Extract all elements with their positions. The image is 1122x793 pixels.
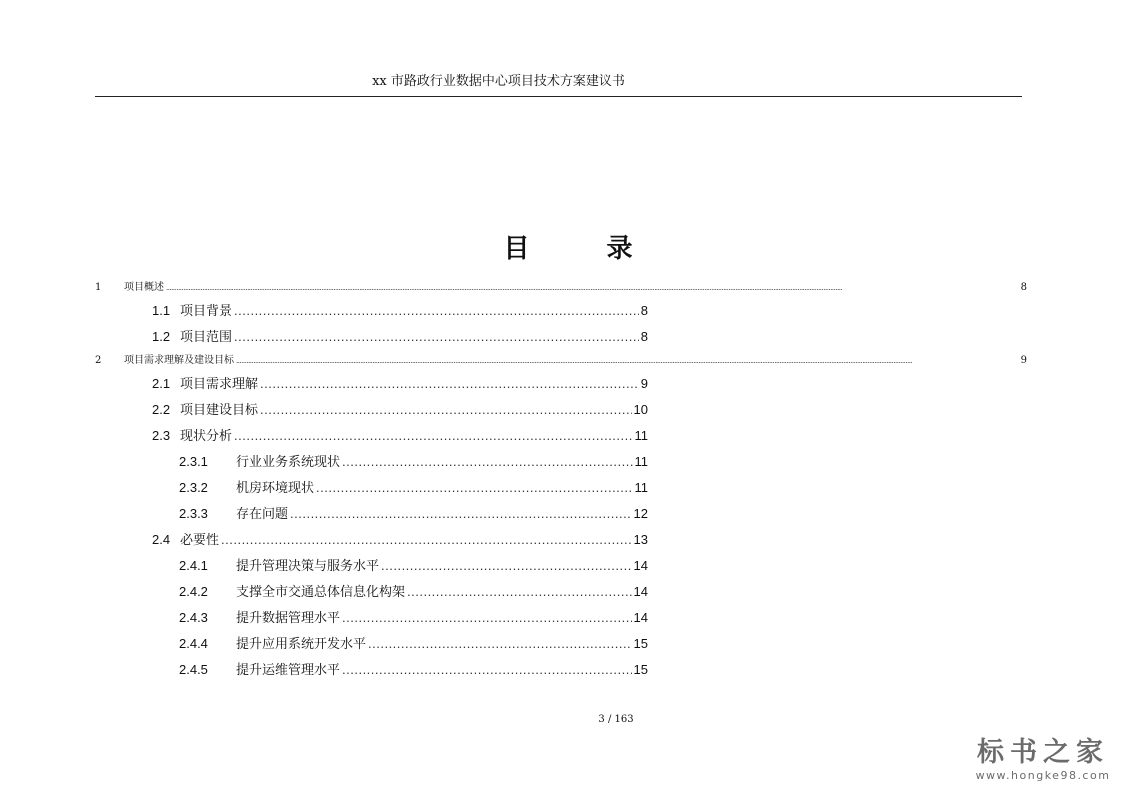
toc-entry[interactable] bbox=[95, 278, 1027, 293]
page-number: 3 / 163 bbox=[598, 714, 634, 725]
watermark-brand: 标书之家 bbox=[977, 737, 1109, 768]
toc-leader-dots bbox=[234, 303, 639, 318]
toc-leader-dots bbox=[234, 329, 639, 344]
toc-entry-text: 项目范围 bbox=[180, 330, 233, 345]
toc-entry-text: 支撑全市交通总体信息化构架 bbox=[236, 585, 406, 600]
toc-entry[interactable] bbox=[179, 633, 648, 652]
toc-entry[interactable] bbox=[179, 451, 648, 470]
toc-entry-number: 1.1 bbox=[152, 303, 171, 318]
toc-entry-text: 行业业务系统现状 bbox=[236, 455, 341, 470]
watermark-url: www.hongke98.com bbox=[975, 769, 1111, 782]
toc-leader-dots bbox=[407, 584, 632, 599]
toc-entry[interactable] bbox=[95, 351, 1027, 366]
toc-entry-page: 15 bbox=[633, 662, 648, 677]
toc-entry[interactable] bbox=[179, 477, 648, 496]
toc-entry-text: 存在问题 bbox=[236, 507, 289, 522]
toc-entry[interactable] bbox=[179, 607, 648, 626]
toc-entry-page: 14 bbox=[633, 558, 648, 573]
toc-entry-text: 项目背景 bbox=[180, 304, 233, 319]
toc-entry-page: 11 bbox=[634, 480, 648, 495]
toc-leader-dots bbox=[381, 558, 632, 573]
toc-entry-number: 2.3.3 bbox=[179, 506, 208, 521]
toc-entry-number: 2.4.2 bbox=[179, 584, 208, 599]
toc-entry-page: 8 bbox=[640, 329, 648, 344]
toc-leader-dots bbox=[236, 357, 1019, 365]
toc-entry-page: 14 bbox=[633, 584, 648, 599]
toc-entry-page: 14 bbox=[633, 610, 648, 625]
toc-entry-text: 提升应用系统开发水平 bbox=[236, 637, 367, 652]
toc-entry-number: 2.3.2 bbox=[179, 480, 208, 495]
toc-entry-text: 提升管理决策与服务水平 bbox=[236, 559, 380, 574]
toc-entry-number: 2.3 bbox=[152, 428, 171, 443]
toc-entry-page: 10 bbox=[633, 402, 648, 417]
toc-entry-text: 提升运维管理水平 bbox=[236, 663, 341, 678]
toc-entry-page: 8 bbox=[1020, 282, 1027, 293]
toc-entry[interactable] bbox=[152, 326, 648, 345]
toc-leader-dots bbox=[342, 662, 632, 677]
toc-leader-dots bbox=[342, 454, 632, 469]
toc-leader-dots bbox=[166, 284, 1019, 292]
toc-entry-text: 项目概述 bbox=[124, 282, 164, 293]
toc-entry-text: 现状分析 bbox=[180, 429, 233, 444]
toc-leader-dots bbox=[316, 480, 632, 495]
toc-entry-page: 9 bbox=[1020, 355, 1027, 366]
toc-entry-page: 13 bbox=[633, 532, 648, 547]
toc-entry-number: 2.4.3 bbox=[179, 610, 208, 625]
toc-entry[interactable] bbox=[179, 555, 648, 574]
toc-entry-page: 9 bbox=[640, 376, 648, 391]
toc-leader-dots bbox=[342, 610, 632, 625]
toc-entry[interactable] bbox=[152, 529, 648, 548]
toc-entry-text: 必要性 bbox=[180, 533, 220, 548]
toc-entry-text: 项目需求理解及建设目标 bbox=[124, 355, 234, 366]
header-divider bbox=[95, 96, 1022, 97]
toc-entry-page: 8 bbox=[640, 303, 648, 318]
toc-entry-text: 项目需求理解 bbox=[180, 377, 259, 392]
toc-entry-page: 12 bbox=[633, 506, 648, 521]
toc-entry-page: 11 bbox=[634, 454, 648, 469]
toc-leader-dots bbox=[221, 532, 632, 547]
toc-entry-text: 项目建设目标 bbox=[180, 403, 259, 418]
toc-entry-number: 1.2 bbox=[152, 329, 171, 344]
toc-entry-number: 2.2 bbox=[152, 402, 171, 417]
toc-entry-number: 2 bbox=[95, 355, 102, 366]
toc-entry-number: 2.3.1 bbox=[179, 454, 208, 469]
watermark-logo bbox=[968, 738, 1118, 784]
toc-entry-number: 2.1 bbox=[152, 376, 171, 391]
toc-entry-number: 2.4.1 bbox=[179, 558, 208, 573]
toc-entry[interactable] bbox=[152, 373, 648, 392]
toc-leader-dots bbox=[290, 506, 632, 521]
toc-leader-dots bbox=[260, 376, 639, 391]
toc-entry-number: 2.4 bbox=[152, 532, 171, 547]
toc-entry[interactable] bbox=[179, 659, 648, 678]
toc-entry-text: 提升数据管理水平 bbox=[236, 611, 341, 626]
toc-leader-dots bbox=[368, 636, 632, 651]
toc-entry-number: 2.4.5 bbox=[179, 662, 208, 677]
document-header: xx 市路政行业数据中心项目技术方案建议书 bbox=[372, 74, 625, 89]
toc-leader-dots bbox=[260, 402, 632, 417]
toc-entry-number: 1 bbox=[95, 282, 102, 293]
toc-entry[interactable] bbox=[152, 300, 648, 319]
toc-entry[interactable] bbox=[152, 399, 648, 418]
toc-entry-text: 机房环境现状 bbox=[236, 481, 315, 496]
toc-entry-number: 2.4.4 bbox=[179, 636, 208, 651]
toc-title: 目 录 bbox=[503, 234, 667, 264]
toc-entry-page: 11 bbox=[634, 428, 648, 443]
toc-entry[interactable] bbox=[179, 581, 648, 600]
toc-entry[interactable] bbox=[179, 503, 648, 522]
toc-entry[interactable] bbox=[152, 425, 648, 444]
toc-leader-dots bbox=[234, 428, 632, 443]
toc-entry-page: 15 bbox=[633, 636, 648, 651]
